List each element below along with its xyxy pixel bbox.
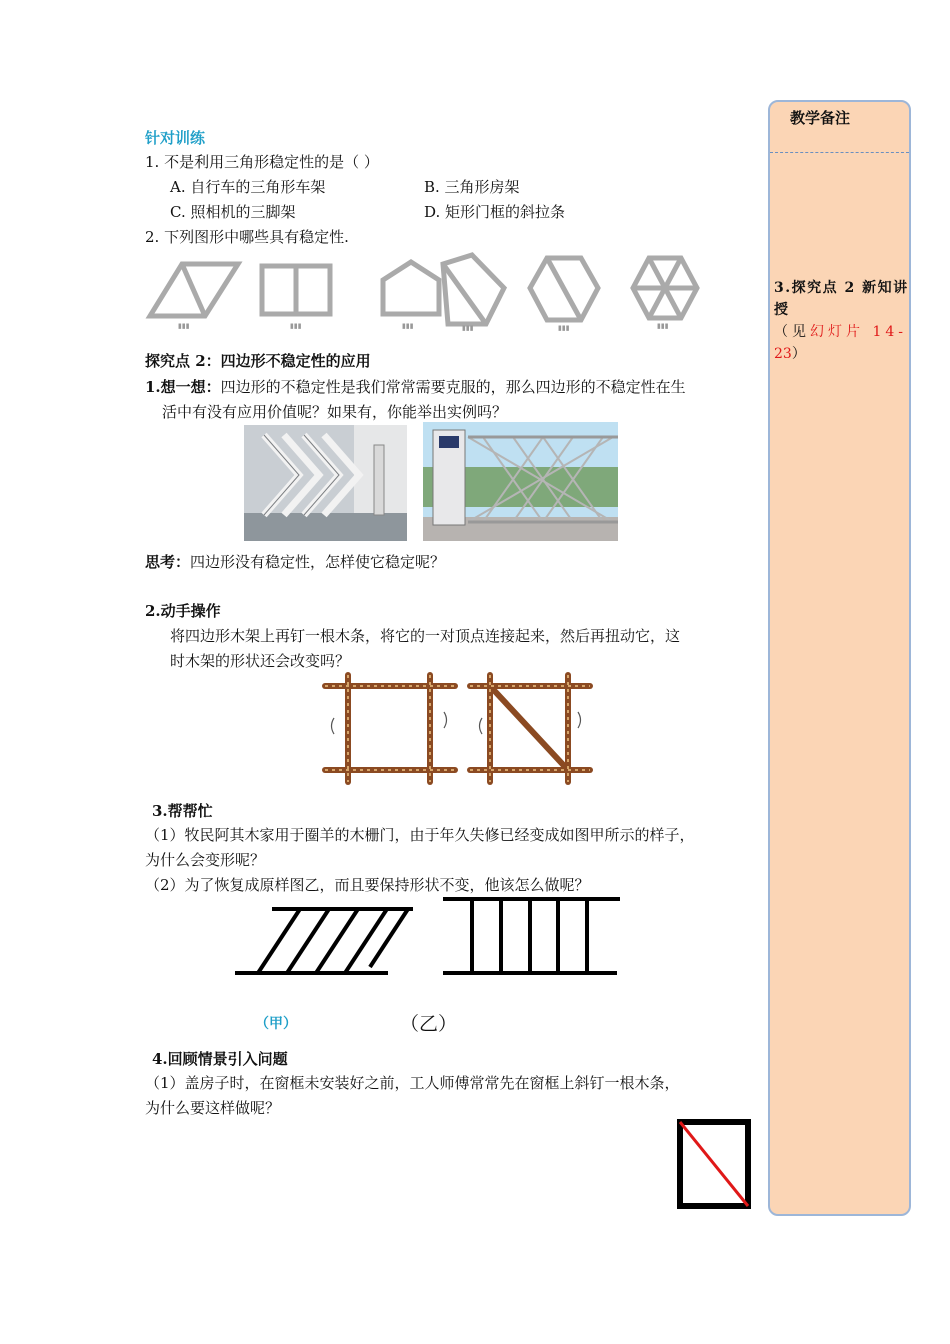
ponder-label: 思考： [145,553,191,571]
fence-figures [230,895,620,985]
question-1: 1. 不是利用三角形稳定性的是（ ） [145,153,379,171]
svg-text:▮▮▮: ▮▮▮ [462,324,474,332]
teaching-notes-sidebar [768,100,911,1216]
sidebar-title: 教学备注 [790,109,851,127]
note-slide-end: 23 [774,346,792,362]
retractable-gate-photo [423,422,618,541]
svg-text:▮▮▮: ▮▮▮ [558,324,570,332]
review-q1-line1: （1）盖房子时，在窗框未安装好之前，工人师傅常常先在窗框上斜钉一根木条， [145,1074,680,1092]
svg-text:▮▮▮: ▮▮▮ [290,322,302,330]
wooden-frames-figure [320,672,595,784]
sidebar-note-line-4 [774,344,806,364]
window-frame-figure [676,1118,754,1212]
ponder-text: 四边形没有稳定性，怎样使它稳定呢？ [190,553,446,571]
option-a: A. 自行车的三角形车架 [170,178,326,196]
think-paragraph [145,377,686,397]
option-d: D. 矩形门框的斜拉条 [424,203,566,221]
label-yi: （乙） [400,1013,458,1035]
help-q2: （2）为了恢复成原样图乙，而且要保持形状不变，他该怎么做呢？ [145,876,590,894]
handson-text-2: 时木架的形状还会改变吗？ [170,652,351,670]
option-c: C. 照相机的三脚架 [170,203,296,221]
think-label: 1.想一想： [145,378,221,396]
sidebar-note-line-1: 3.探究点 2 新知讲 [774,280,909,296]
sidebar-note-line-3 [774,322,907,342]
svg-text:▮▮▮: ▮▮▮ [402,322,414,330]
question-2: 2. 下列图形中哪些具有稳定性. [145,228,349,246]
think-text-2: 活中有没有应用价值呢？如果有，你能举出实例吗？ [162,403,508,421]
help-q1-line2: 为什么会变形呢？ [145,851,266,869]
section-2-title: 探究点 2：四边形不稳定性的应用 [145,352,371,370]
handson-label: 2.动手操作 [145,602,221,620]
sidebar-note-line-2: 授 [774,302,788,318]
stability-shapes-figure [140,250,760,340]
review-q1-line2: 为什么要这样做呢？ [145,1099,281,1117]
svg-text:▮▮▮: ▮▮▮ [657,322,669,330]
practice-heading: 针对训练 [145,129,206,147]
scissor-rack-photo [244,425,407,541]
help-label: 3.帮帮忙 [152,802,213,820]
handson-text-1: 将四边形木架上再钉一根木条，将它的一对顶点连接起来，然后再扭动它，这 [170,627,681,645]
note-prefix: （见 [774,324,810,340]
note-slide-ref: 幻灯片 14- [810,324,907,340]
note-suffix: ） [791,346,806,362]
option-b: B. 三角形房架 [424,178,520,196]
help-q1-line1: （1）牧民阿其木家用于圈羊的木栅门，由于年久失修已经变成如图甲所示的样子， [145,826,695,844]
think-text-1: 四边形的不稳定性是我们常常需要克服的，那么四边形的不稳定性在生 [220,378,686,396]
svg-text:▮▮▮: ▮▮▮ [178,322,190,330]
ponder-paragraph [145,552,445,572]
review-label: 4.回顾情景引入问题 [152,1050,288,1068]
label-jia: （甲） [255,1016,297,1032]
